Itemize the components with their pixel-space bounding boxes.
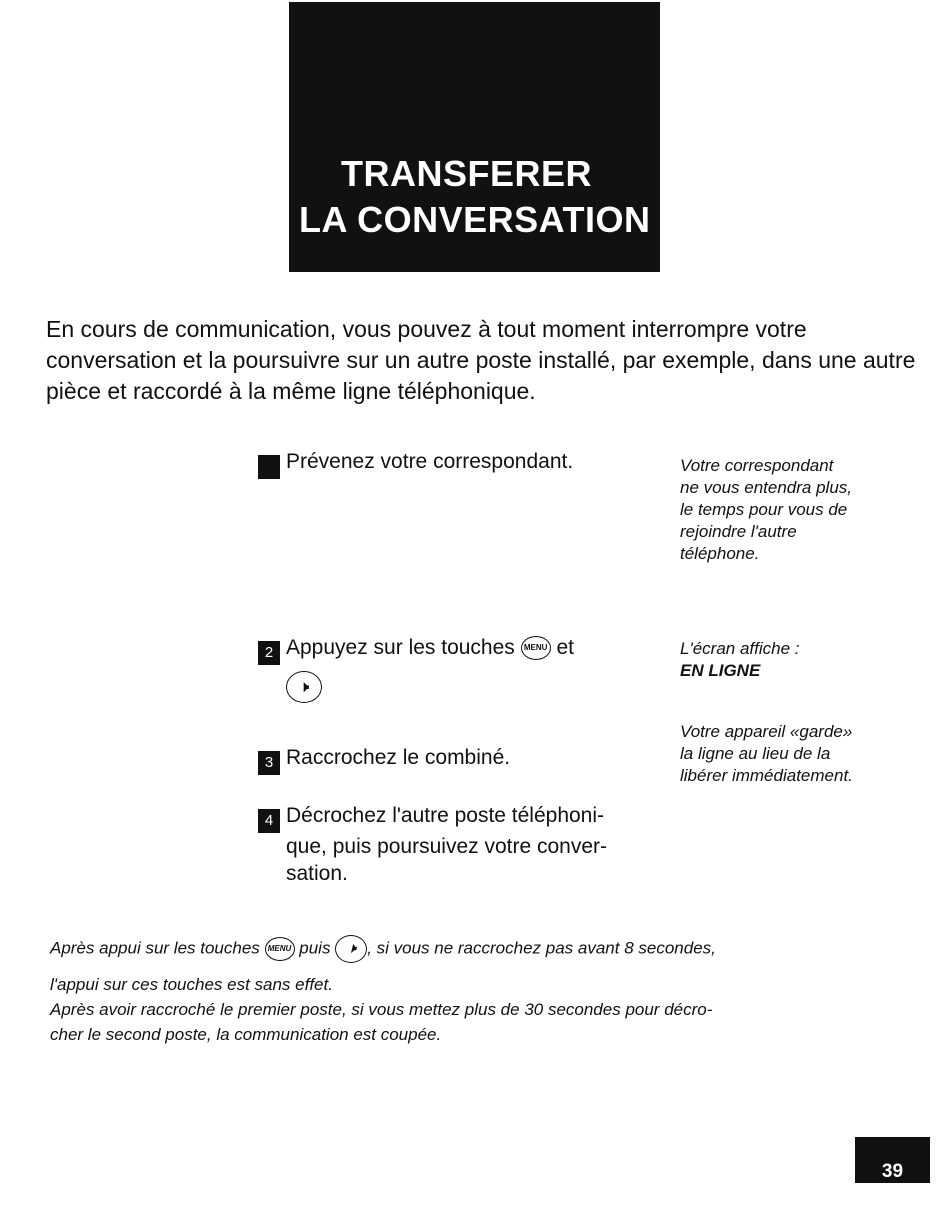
page-number: 39 — [855, 1137, 930, 1183]
side-note-line: téléphone. — [680, 544, 760, 563]
step-2 — [258, 634, 648, 703]
step-number: 1 — [258, 455, 280, 479]
bottom-note-2-line-2: cher le second poste, la communication est coupée. — [50, 1025, 442, 1044]
side-note-line: Votre appareil «garde» — [680, 722, 853, 741]
intro-paragraph: En cours de communication, vous pouvez à tout moment interrompre votre conversation et la poursuivre sur un autre poste installé, par exemple, dans une autre pièce et raccordé à la même ligne téléphonique. — [46, 316, 916, 404]
step-3 — [258, 744, 648, 775]
step-number: 3 — [258, 751, 280, 775]
side-note-screen — [680, 638, 910, 682]
step-text: Appuyez sur les touches — [286, 636, 515, 659]
side-note-line: rejoindre l'autre — [680, 522, 797, 541]
menu-key-icon: MENU — [265, 937, 295, 961]
side-note-line: ne vous entendra plus, — [680, 478, 853, 497]
bottom-note-1 — [50, 935, 910, 963]
side-note-line: le temps pour vous de — [680, 500, 848, 519]
side-note-line-held — [680, 721, 910, 787]
note-text: , si vous ne raccrochez pas avant 8 secondes, — [367, 938, 716, 958]
note-text: puis — [299, 938, 331, 958]
step-number: 2 — [258, 641, 280, 665]
bottom-note-2-line-1: Après avoir raccroché le premier poste, si vous mettez plus de 30 secondes pour décro- — [50, 1000, 713, 1019]
step-text-after: et — [556, 636, 574, 659]
step-text-line-3: sation. — [286, 862, 348, 885]
side-note-line: L'écran affiche : — [680, 639, 800, 658]
speaker-key-icon: 🕨 — [286, 671, 322, 703]
title-line-1: TRANSFERER — [341, 153, 593, 194]
title-line-2: LA CONVERSATION — [299, 199, 651, 240]
screen-display-text: EN LIGNE — [680, 661, 761, 680]
step-4 — [258, 802, 648, 887]
side-note-line: Votre correspondant — [680, 456, 834, 475]
speaker-key-icon: 🕨 — [335, 935, 367, 963]
side-note-line: la ligne au lieu de la — [680, 744, 831, 763]
step-text: Raccrochez le combiné. — [286, 746, 511, 769]
title-banner — [289, 2, 660, 272]
step-text: Prévenez votre correspondant. — [286, 450, 574, 473]
side-note-line: libérer immédiatement. — [680, 766, 853, 785]
step-text-line-2: que, puis poursuivez votre conver- — [286, 835, 607, 858]
side-note-correspondent — [680, 455, 910, 565]
step-1 — [258, 448, 648, 479]
bottom-note-1-line-2: l'appui sur ces touches est sans effet. — [50, 975, 333, 994]
step-text-line-1: Décrochez l'autre poste téléphoni- — [286, 804, 605, 827]
menu-key-icon: MENU — [521, 636, 551, 660]
step-number: 4 — [258, 809, 280, 833]
note-text: Après appui sur les touches — [50, 938, 260, 958]
